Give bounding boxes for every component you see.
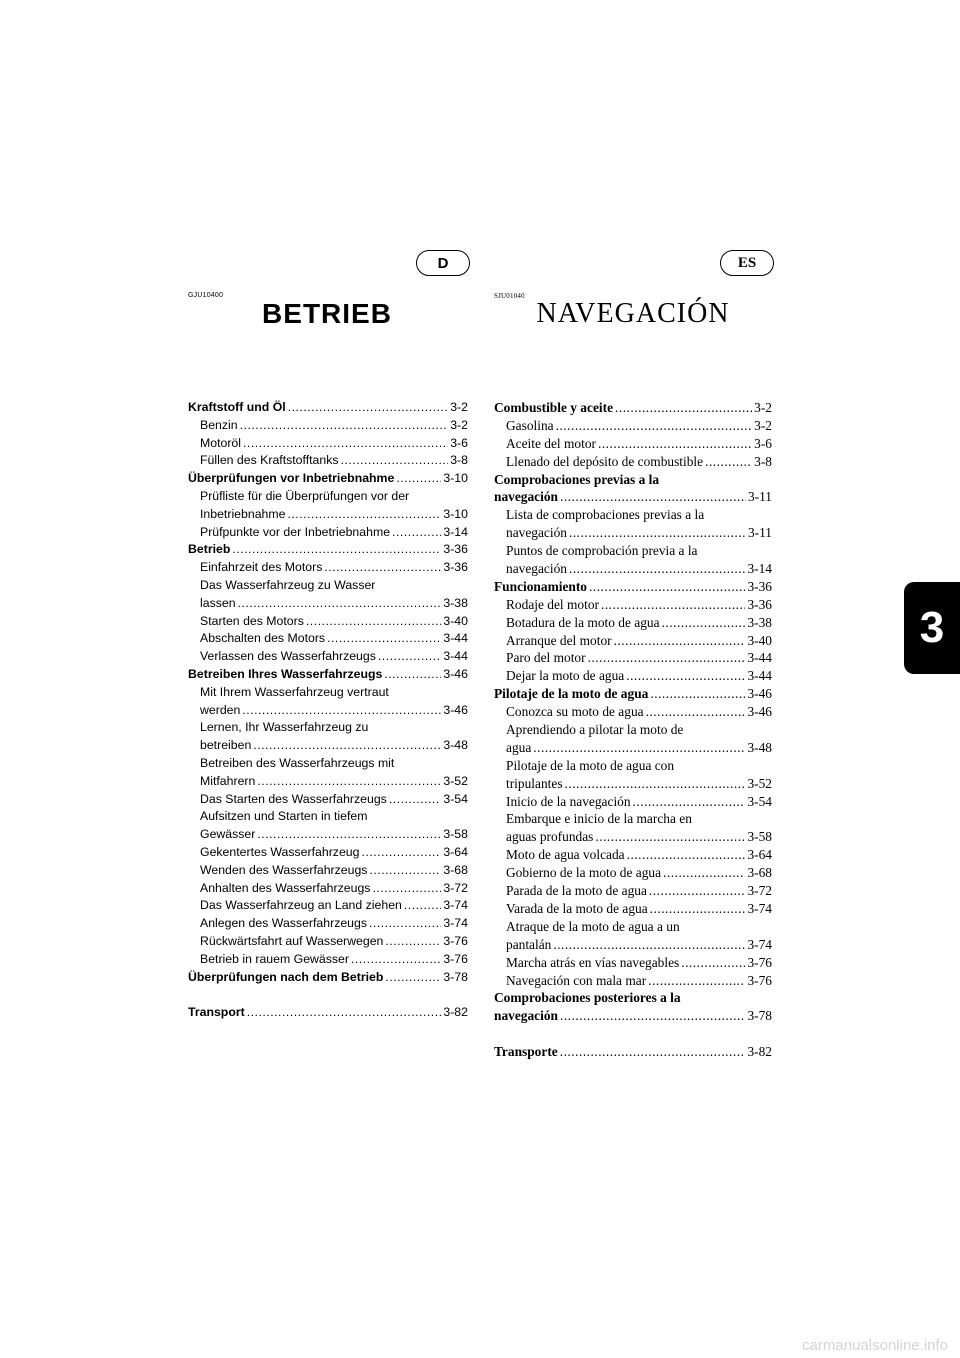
toc-entry-title: Kraftstoff und Öl: [188, 400, 286, 414]
toc-dot-leader: [253, 737, 441, 755]
toc-entry-title: Botadura de la moto de agua: [506, 614, 660, 630]
toc-entry: [494, 936, 772, 954]
toc-dot-leader: [361, 844, 441, 862]
toc-spanish: [494, 399, 772, 1061]
toc-dot-leader: [601, 596, 745, 614]
toc-entry: [188, 862, 468, 880]
toc-entry-title: Anhalten des Wasserfahrzeugs: [200, 880, 371, 895]
toc-entry-page: 3-44: [443, 631, 468, 646]
language-badge-label: ES: [737, 254, 757, 271]
toc-entry-page: 3-48: [443, 738, 468, 753]
toc-spacer: [188, 986, 468, 1004]
toc-dot-leader: [404, 897, 441, 915]
toc-entry-title: Überprüfungen vor Inbetriebnahme: [188, 471, 395, 486]
toc-dot-leader: [327, 630, 441, 648]
toc-entry: [494, 667, 772, 685]
toc-dot-leader: [633, 793, 746, 811]
toc-entry-page: 3-36: [443, 560, 468, 575]
toc-entry: [494, 900, 772, 918]
toc-dot-leader: [369, 915, 441, 933]
toc-entry: [188, 648, 468, 666]
toc-entry-page: 3-38: [747, 614, 772, 630]
toc-entry: [494, 542, 772, 560]
toc-dot-leader: [627, 846, 746, 864]
toc-entry-page: 3-74: [443, 898, 468, 913]
toc-entry-title: Combustible y aceite: [494, 400, 614, 415]
toc-entry-page: 3-44: [443, 649, 468, 664]
toc-entry-title: Embarque e inicio de la marcha en: [506, 811, 692, 827]
toc-entry-title: Überprüfungen nach dem Betrieb: [188, 969, 384, 984]
toc-entry: [494, 435, 772, 453]
page-title-de: BETRIEB: [262, 298, 392, 329]
toc-dot-leader: [533, 739, 745, 757]
toc-dot-leader: [569, 560, 745, 578]
toc-entry-title: Moto de agua volcada: [506, 847, 625, 863]
toc-entry-page: 3-82: [443, 1005, 468, 1020]
toc-entry: [188, 737, 468, 755]
toc-entry-title: Wenden des Wasserfahrzeugs: [200, 862, 368, 877]
chapter-number: 3: [919, 603, 945, 652]
toc-entry: [188, 435, 468, 453]
toc-entry: [188, 541, 468, 559]
toc-entry-page: 3-36: [747, 596, 772, 612]
toc-entry: [494, 882, 772, 900]
toc-entry: [188, 915, 468, 933]
toc-dot-leader: [560, 1007, 745, 1025]
toc-entry-title: Inbetriebnahme: [200, 506, 286, 521]
language-badge-label: D: [437, 254, 449, 272]
toc-dot-leader: [588, 649, 746, 667]
toc-entry-title: Motoröl: [200, 435, 242, 450]
toc-entry-title: Parada de la moto de agua: [506, 883, 647, 899]
toc-dot-leader: [341, 452, 449, 470]
toc-entry-page: 3-2: [450, 400, 468, 414]
toc-entry-title: Aprendiendo a pilotar la moto de: [506, 722, 684, 738]
toc-entry-page: 3-36: [443, 542, 468, 557]
toc-entry-title: Anlegen des Wasserfahrzeugs: [200, 916, 368, 931]
toc-entry-title: Das Wasserfahrzeug an Land ziehen: [200, 898, 402, 913]
toc-entry: [494, 578, 772, 596]
toc-entry-page: 3-76: [747, 954, 772, 970]
toc-entry-title: agua: [506, 739, 532, 755]
watermark: carmanualsonline.info: [802, 1337, 948, 1354]
toc-entry-page: 3-14: [747, 561, 772, 577]
toc-entry-page: 3-46: [443, 666, 468, 681]
toc-dot-leader: [646, 703, 746, 721]
toc-entry-title: Betreiben des Wasserfahrzeugs mit: [200, 755, 395, 770]
toc-entry-title: Mitfahrern: [200, 773, 256, 788]
toc-entry-title: navegación: [494, 489, 558, 505]
toc-entry-page: 3-76: [443, 951, 468, 966]
toc-entry: [494, 954, 772, 972]
toc-entry-title: Lernen, Ihr Wasserfahrzeug zu: [200, 720, 369, 735]
toc-entry-title: werden: [200, 702, 241, 717]
toc-entry: [494, 488, 772, 506]
toc-entry: [188, 559, 468, 577]
toc-dot-leader: [565, 775, 746, 793]
toc-entry: [494, 453, 772, 471]
toc-entry-title: Pilotaje de la moto de agua con: [506, 757, 675, 773]
toc-entry-page: 3-6: [754, 435, 772, 451]
toc-entry-title: Aufsitzen und Starten in tiefem: [200, 809, 368, 824]
toc-dot-leader: [553, 936, 745, 954]
toc-entry-page: 3-2: [450, 417, 468, 432]
toc-entry-title: navegación: [506, 525, 567, 541]
toc-entry: [494, 1043, 772, 1061]
toc-entry-page: 3-72: [747, 883, 772, 899]
toc-entry-title: Transporte: [494, 1043, 558, 1059]
toc-entry-title: Mit Ihrem Wasserfahrzeug vertraut: [200, 684, 389, 699]
toc-entry-title: Verlassen des Wasserfahrzeugs: [200, 649, 376, 664]
toc-dot-leader: [288, 399, 449, 417]
toc-dot-leader: [614, 632, 746, 650]
toc-spacer: [494, 1025, 772, 1043]
toc-entry-title: Comprobaciones previas a la: [494, 471, 660, 487]
toc-entry: [188, 969, 468, 987]
toc-entry: [494, 1007, 772, 1025]
chapter-tab: [904, 582, 960, 674]
toc-entry-title: Marcha atrás en vías navegables: [506, 954, 680, 970]
toc-entry: [494, 649, 772, 667]
toc-entry-title: Prüfliste für die Überprüfungen vor der: [200, 488, 410, 503]
toc-dot-leader: [598, 435, 752, 453]
toc-dot-leader: [650, 685, 745, 703]
toc-entry: [494, 972, 772, 990]
toc-entry-page: 3-54: [747, 793, 772, 809]
toc-entry-title: Einfahrzeit des Motors: [200, 560, 323, 575]
toc-entry: [188, 666, 468, 684]
toc-german: [188, 399, 468, 1022]
toc-entry-page: 3-58: [443, 827, 468, 842]
toc-entry: [188, 470, 468, 488]
toc-entry-page: 3-14: [443, 524, 468, 539]
toc-entry-page: 3-52: [747, 775, 772, 791]
toc-entry: [188, 844, 468, 862]
toc-dot-leader: [649, 882, 746, 900]
toc-entry-page: 3-38: [443, 595, 468, 610]
toc-dot-leader: [306, 613, 441, 631]
toc-entry-page: 3-2: [754, 400, 772, 415]
toc-entry: [188, 791, 468, 809]
toc-entry: [494, 793, 772, 811]
toc-entry-page: 3-11: [747, 525, 772, 541]
toc-dot-leader: [681, 954, 745, 972]
toc-entry-page: 3-8: [754, 453, 772, 469]
toc-entry: [188, 1004, 468, 1022]
toc-entry-title: pantalán: [506, 936, 552, 952]
toc-dot-leader: [247, 1004, 442, 1022]
toc-entry-title: lassen: [200, 595, 236, 610]
toc-entry-page: 3-74: [747, 900, 772, 916]
toc-dot-leader: [351, 951, 441, 969]
toc-entry-page: 3-46: [443, 702, 468, 717]
toc-dot-leader: [392, 524, 441, 542]
toc-dot-leader: [378, 648, 441, 666]
toc-dot-leader: [385, 969, 441, 987]
toc-entry-page: 3-76: [443, 933, 468, 948]
toc-dot-leader: [232, 541, 441, 559]
toc-dot-leader: [372, 880, 441, 898]
toc-entry: [188, 595, 468, 613]
toc-entry-title: Conozca su moto de agua: [506, 704, 644, 720]
toc-dot-leader: [243, 435, 448, 453]
toc-entry: [188, 808, 468, 826]
toc-entry-title: Lista de comprobaciones previas a la: [506, 507, 705, 523]
toc-entry: [494, 989, 772, 1007]
toc-dot-leader: [257, 826, 441, 844]
toc-entry-title: Inicio de la navegación: [506, 793, 631, 809]
toc-entry: [188, 399, 468, 417]
toc-entry-title: Das Starten des Wasserfahrzeugs: [200, 791, 387, 806]
toc-entry-page: 3-8: [450, 453, 468, 468]
toc-entry: [494, 471, 772, 489]
toc-entry: [188, 702, 468, 720]
toc-entry-page: 3-10: [443, 471, 468, 486]
language-badge-de: [416, 250, 470, 276]
toc-entry-title: Betrieb: [188, 542, 231, 557]
toc-dot-leader: [324, 559, 441, 577]
toc-dot-leader: [705, 453, 752, 471]
toc-entry-title: Dejar la moto de agua: [506, 668, 625, 684]
toc-dot-leader: [240, 417, 449, 435]
toc-entry-title: Llenado del depósito de combustible: [506, 453, 704, 469]
toc-entry-title: Pilotaje de la moto de agua: [494, 686, 649, 702]
toc-entry-page: 3-54: [443, 791, 468, 806]
toc-entry-page: 3-76: [747, 972, 772, 988]
toc-entry-title: navegación: [506, 561, 567, 577]
section-code-de: GJU10400: [188, 292, 224, 299]
toc-entry-page: 3-74: [747, 936, 772, 952]
page-title-es: NAVEGACIÓN: [536, 298, 730, 329]
toc-entry-title: Rodaje del motor: [506, 596, 599, 612]
toc-entry-page: 3-36: [747, 578, 772, 594]
toc-entry-page: 3-44: [747, 650, 772, 666]
toc-dot-leader: [560, 1043, 746, 1061]
toc-dot-leader: [384, 666, 441, 684]
toc-entry-page: 3-78: [747, 1008, 772, 1024]
toc-entry-title: Atraque de la moto de agua a un: [506, 918, 680, 934]
toc-dot-leader: [663, 864, 745, 882]
toc-entry: [188, 524, 468, 542]
toc-entry: [188, 933, 468, 951]
toc-dot-leader: [257, 773, 441, 791]
toc-entry: [188, 684, 468, 702]
toc-entry: [494, 721, 772, 739]
toc-entry: [188, 773, 468, 791]
toc-entry: [188, 897, 468, 915]
toc-entry-page: 3-64: [747, 847, 772, 863]
toc-entry: [494, 757, 772, 775]
toc-entry: [494, 918, 772, 936]
toc-entry-page: 3-10: [443, 506, 468, 521]
toc-entry: [188, 951, 468, 969]
toc-entry: [494, 739, 772, 757]
toc-entry-title: Betreiben Ihres Wasserfahrzeugs: [188, 666, 383, 681]
toc-entry-title: Aceite del motor: [506, 435, 596, 451]
toc-entry-page: 3-46: [747, 704, 772, 720]
toc-entry-page: 3-11: [747, 489, 772, 505]
toc-entry-title: Navegación con mala mar: [506, 972, 647, 988]
toc-dot-leader: [396, 470, 441, 488]
toc-entry: [494, 560, 772, 578]
toc-entry: [494, 417, 772, 435]
toc-dot-leader: [589, 578, 745, 596]
toc-dot-leader: [615, 399, 752, 417]
toc-entry-title: Das Wasserfahrzeug zu Wasser: [200, 577, 376, 592]
toc-dot-leader: [595, 828, 745, 846]
toc-dot-leader: [560, 488, 746, 506]
toc-entry: [188, 719, 468, 737]
toc-entry: [494, 828, 772, 846]
toc-entry-page: 3-58: [747, 829, 772, 845]
section-code-es: SJU01040: [494, 292, 525, 300]
toc-entry-page: 3-82: [747, 1043, 772, 1059]
toc-entry: [494, 810, 772, 828]
toc-entry-title: Gobierno de la moto de agua: [506, 865, 662, 881]
toc-dot-leader: [385, 933, 441, 951]
toc-entry: [188, 630, 468, 648]
toc-entry: [188, 880, 468, 898]
language-badge-es: [720, 250, 774, 276]
toc-entry: [188, 755, 468, 773]
toc-entry-title: Gewässer: [200, 827, 256, 842]
toc-entry: [188, 577, 468, 595]
toc-entry: [494, 846, 772, 864]
toc-entry-page: 3-72: [443, 880, 468, 895]
toc-entry-page: 3-48: [747, 739, 772, 755]
toc-entry: [494, 506, 772, 524]
toc-entry-title: Funcionamiento: [494, 578, 587, 594]
toc-dot-leader: [389, 791, 442, 809]
toc-entry-title: Starten des Motors: [200, 613, 304, 628]
toc-entry: [494, 685, 772, 703]
toc-entry-page: 3-40: [443, 613, 468, 628]
toc-entry-title: Transport: [188, 1005, 245, 1020]
toc-entry: [494, 632, 772, 650]
toc-entry: [494, 524, 772, 542]
toc-entry-title: betreiben: [200, 738, 252, 753]
toc-entry: [188, 488, 468, 506]
toc-dot-leader: [648, 972, 745, 990]
toc-entry-title: Arranque del motor: [506, 632, 612, 648]
toc-entry-title: Prüfpunkte vor der Inbetriebnahme: [200, 524, 391, 539]
toc-dot-leader: [569, 524, 746, 542]
toc-entry-title: Gasolina: [506, 417, 554, 433]
toc-dot-leader: [369, 862, 441, 880]
toc-entry-page: 3-44: [747, 668, 772, 684]
toc-entry: [188, 506, 468, 524]
toc-entry-title: Abschalten des Motors: [200, 631, 326, 646]
toc-dot-leader: [626, 667, 745, 685]
toc-entry: [188, 417, 468, 435]
toc-entry-title: tripulantes: [506, 775, 563, 791]
toc-entry-title: aguas profundas: [506, 829, 594, 845]
toc-entry-title: Betrieb in rauem Gewässer: [200, 951, 349, 966]
toc-entry-page: 3-46: [747, 686, 772, 702]
toc-entry-title: Varada de la moto de agua: [506, 900, 648, 916]
toc-dot-leader: [662, 614, 746, 632]
toc-entry: [188, 452, 468, 470]
toc-dot-leader: [287, 506, 441, 524]
toc-entry: [188, 826, 468, 844]
toc-entry-page: 3-64: [443, 844, 468, 859]
toc-entry-page: 3-74: [443, 916, 468, 931]
toc-entry-page: 3-68: [443, 862, 468, 877]
toc-entry-page: 3-52: [443, 773, 468, 788]
toc-entry-title: Paro del motor: [506, 650, 586, 666]
toc-dot-leader: [650, 900, 746, 918]
toc-entry: [494, 614, 772, 632]
toc-entry: [494, 399, 772, 417]
toc-entry-title: Rückwärtsfahrt auf Wasserwegen: [200, 933, 384, 948]
toc-dot-leader: [556, 417, 753, 435]
toc-entry-page: 3-40: [747, 632, 772, 648]
toc-entry: [494, 596, 772, 614]
toc-entry: [494, 864, 772, 882]
toc-entry: [188, 613, 468, 631]
toc-entry-title: Füllen des Kraftstofftanks: [200, 453, 339, 468]
toc-entry-title: Puntos de comprobación previa a la: [506, 543, 698, 559]
toc-entry-title: navegación: [494, 1008, 558, 1024]
toc-dot-leader: [238, 595, 442, 613]
toc-entry: [494, 703, 772, 721]
toc-entry-page: 3-68: [747, 865, 772, 881]
toc-entry-page: 3-78: [443, 969, 468, 984]
toc-entry-title: Benzin: [200, 417, 238, 432]
toc-entry: [494, 775, 772, 793]
toc-entry-page: 3-6: [450, 435, 468, 450]
toc-entry-title: Gekentertes Wasserfahrzeug: [200, 844, 360, 859]
toc-entry-page: 3-2: [754, 417, 772, 433]
toc-entry-title: Comprobaciones posteriores a la: [494, 990, 681, 1006]
toc-dot-leader: [242, 702, 441, 720]
